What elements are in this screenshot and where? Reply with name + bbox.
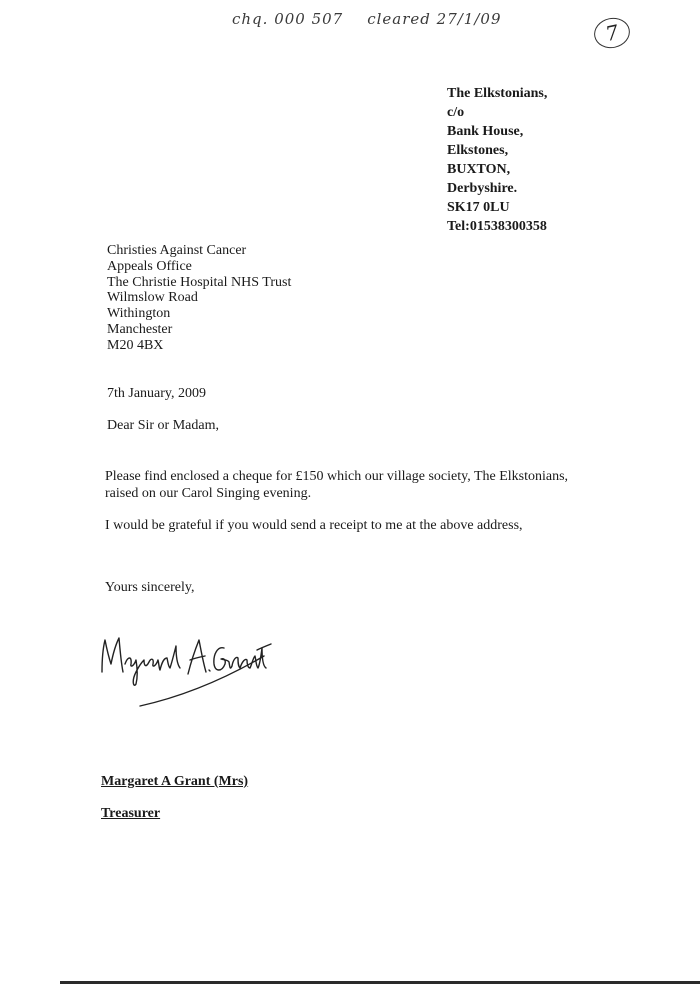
sender-line: c/o: [447, 105, 465, 120]
cheque-reference: chq. 000 507: [232, 10, 344, 28]
body-line: raised on our Carol Singing evening.: [105, 486, 312, 501]
body-paragraph-2: I would be grateful if you would send a receipt to me at the above address,: [105, 518, 523, 533]
recipient-line: Wilmslow Road: [107, 290, 198, 306]
signatory-name: Margaret A Grant (Mrs): [101, 774, 249, 789]
recipient-line: Manchester: [107, 321, 173, 337]
sender-address: [447, 84, 547, 236]
scan-edge-line: [60, 981, 700, 984]
letter-date: 7th January, 2009: [107, 386, 207, 401]
sender-line: BUXTON,: [447, 162, 511, 177]
recipient-line: Withington: [107, 306, 171, 322]
circled-page-number: 7: [591, 15, 632, 52]
salutation: Dear Sir or Madam,: [107, 418, 219, 433]
sender-line: Bank House,: [447, 124, 524, 139]
body-line: Please find enclosed a cheque for £150 which our village society, The Elkstonians,: [105, 469, 569, 484]
sender-line: SK17 0LU: [447, 200, 510, 215]
cleared-note: cleared 27/1/09: [367, 10, 502, 28]
recipient-address: [107, 243, 291, 354]
sender-line: Tel:01538300358: [447, 219, 547, 234]
sender-line: Elkstones,: [447, 143, 509, 158]
closing: Yours sincerely,: [105, 580, 195, 595]
handwritten-signature: [96, 626, 296, 716]
recipient-line: Appeals Office: [107, 258, 192, 274]
recipient-line: The Christie Hospital NHS Trust: [107, 274, 292, 290]
recipient-line: M20 4BX: [107, 337, 164, 353]
recipient-line: Christies Against Cancer: [107, 243, 247, 258]
body-paragraph-1: [105, 468, 605, 502]
sender-line: Derbyshire.: [447, 181, 518, 196]
handwritten-annotation: [232, 10, 502, 28]
sender-line: The Elkstonians,: [447, 86, 548, 101]
signatory-role: Treasurer: [101, 806, 161, 821]
